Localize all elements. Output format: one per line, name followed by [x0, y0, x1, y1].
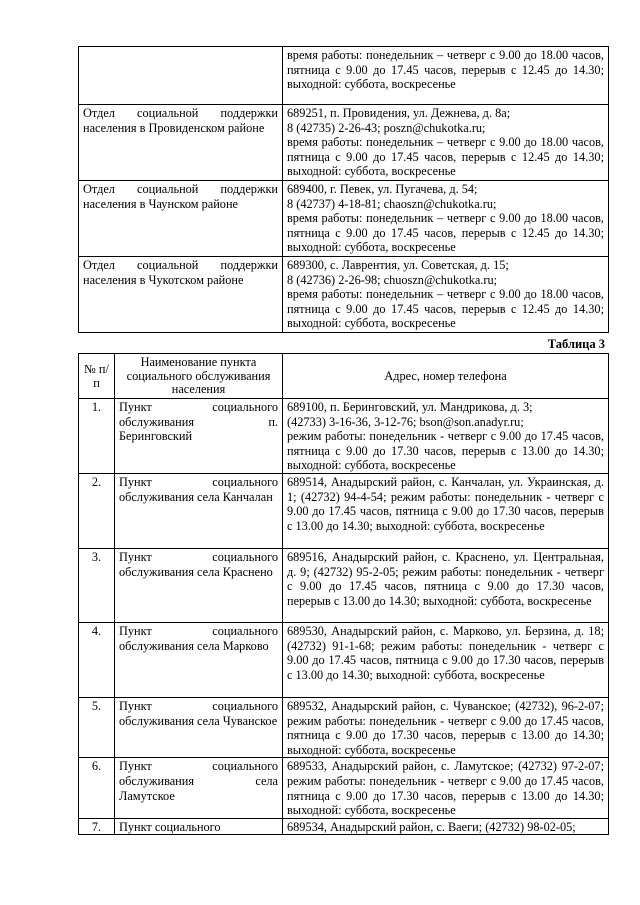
point-address-cell: 689530, Анадырский район, с. Марково, ул. Берзина, д. 18; (42732) 91-1-68; режим работы: понедельник - четверг с 9.00 до 17.45 часов, пятница с 9.00 до 17.30 часов, перерыв с 13.00 до 14.30; выходной: суббота, воскресенье: [283, 622, 609, 697]
table-row: [79, 105, 609, 181]
point-name-cell: Пункт социального обслуживания села Канчалан: [115, 473, 283, 548]
table-row: [79, 473, 609, 548]
office-address-cell: [283, 257, 609, 333]
office-name-cell: Отдел социальной поддержки населения в Чукотском районе: [79, 257, 283, 333]
office-address: 689251, п. Провидения, ул. Дежнева, д. 8а;: [287, 106, 511, 120]
row-number: 6.: [79, 758, 115, 818]
row-number: 1.: [79, 399, 115, 474]
point-name-cell: Пункт социального обслуживания села Ламутское: [115, 758, 283, 818]
office-address: 689400, г. Певек, ул. Пугачева, д. 54;: [287, 182, 478, 196]
col-header-num: № п/п: [79, 354, 115, 399]
office-phone: 8 (42735) 2-26-43; poszn@chukotka.ru;: [287, 120, 486, 135]
table-row: [79, 622, 609, 697]
table-row: [79, 257, 609, 333]
office-name-cell: Отдел социальной поддержки населения в Провиденском районе: [79, 105, 283, 181]
offices-table: [78, 46, 609, 333]
row-number: 3.: [79, 548, 115, 622]
point-name-cell: Пункт социального обслуживания села Чуванское: [115, 697, 283, 757]
col-header-address: Адрес, номер телефона: [283, 354, 609, 399]
point-name-cell: Пункт социального обслуживания п. Беринговский: [115, 399, 283, 474]
table-caption: Таблица 3: [547, 337, 605, 351]
office-hours: время работы: понедельник – четверг с 9.00 до 18.00 часов, пятница с 9.00 до 17.45 часов, перерыв с 12.45 до 14.30; выходной: суббота, воскресенье: [287, 287, 604, 331]
point-address-cell: 689533, Анадырский район, с. Ламутское; (42732) 97-2-07; режим работы: понедельник - четверг с 9.00 до 17.45 часов, пятница с 9.00 до 17.30 часов, перерыв с 13.00 до 14.30; выходной: суббота, воскресенье: [283, 758, 609, 818]
table-row: [79, 399, 609, 474]
table-row: [79, 47, 609, 105]
point-address-cell: 689514, Анадырский район, с. Канчалан, ул. Украинская, д. 1; (42732) 94-4-54; режим работы: понедельник - четверг с 9.00 до 17.45 часов, пятница с 9.00 до 17.30 часов, перерыв с 13.00 до 14.30; выходной: суббота, воскресенье: [283, 473, 609, 548]
office-address: 689300, с. Лаврентия, ул. Советская, д. 15;: [287, 258, 509, 272]
header-row: [79, 354, 609, 399]
row-number: 2.: [79, 473, 115, 548]
office-address-cell: время работы: понедельник – четверг с 9.00 до 18.00 часов, пятница с 9.00 до 17.45 часов, перерыв с 12.45 до 14.30; выходной: суббота, воскресенье: [283, 47, 609, 105]
office-name-cell: Отдел социальной поддержки населения в Чаунском районе: [79, 181, 283, 257]
point-address-cell: [283, 399, 609, 474]
point-address: 689100, п. Беринговский, ул. Мандрикова, д. 3;: [287, 400, 533, 414]
office-address-cell: [283, 105, 609, 181]
office-phone: 8 (42737) 4-18-81; chaoszn@chukotka.ru;: [287, 196, 497, 211]
point-hours: режим работы: понедельник - четверг с 9.00 до 17.45 часов, пятница с 9.00 до 17.30 часов, перерыв с 13.00 до 14.30; выходной: суббота, воскресенье: [287, 429, 604, 473]
office-hours: время работы: понедельник – четверг с 9.00 до 18.00 часов, пятница с 9.00 до 17.45 часов, перерыв с 12.45 до 14.30; выходной: суббота, воскресенье: [287, 135, 604, 179]
office-hours: время работы: понедельник – четверг с 9.00 до 18.00 часов, пятница с 9.00 до 17.45 часов, перерыв с 12.45 до 14.30; выходной: суббота, воскресенье: [287, 211, 604, 255]
col-header-name: Наименование пункта социального обслуживания населения: [115, 354, 283, 399]
point-address-cell: 689516, Анадырский район, с. Краснено, ул. Центральная, д. 9; (42732) 95-2-05; режим работы: понедельник - четверг с 9.00 до 17.45 часов, пятница с 9.00 до 17.30 часов, перерыв с 13.00 до 14.30; выходной: суббота, воскресенье: [283, 548, 609, 622]
office-name-cell: [79, 47, 283, 105]
row-number: 4.: [79, 622, 115, 697]
table-row: [79, 181, 609, 257]
point-name-cell: Пункт социального обслуживания села Краснено: [115, 548, 283, 622]
office-address-cell: [283, 181, 609, 257]
point-name-cell: Пункт социального обслуживания села Марково: [115, 622, 283, 697]
row-number: 7.: [79, 818, 115, 835]
point-phone: (42733) 3-16-36, 3-12-76; bson@son.anadyr.ru;: [287, 414, 524, 429]
table-row: [79, 758, 609, 818]
point-name-cell: Пункт социального: [115, 818, 283, 835]
point-address-cell: 689532, Анадырский район, с. Чуванское; (42732), 96-2-07; режим работы: понедельник - четверг с 9.00 до 17.45 часов, пятница с 9.00 до 17.30 часов, перерыв с 13.00 до 14.30; выходной: суббота, воскресенье: [283, 697, 609, 757]
table-row: [79, 818, 609, 835]
table-row: [79, 548, 609, 622]
row-number: 5.: [79, 697, 115, 757]
office-phone: 8 (42736) 2-26-98; chuoszn@chukotka.ru;: [287, 272, 498, 287]
point-address-cell: 689534, Анадырский район, с. Ваеги; (42732) 98-02-05;: [283, 818, 609, 835]
service-points-table: [78, 353, 609, 835]
table-row: [79, 697, 609, 757]
